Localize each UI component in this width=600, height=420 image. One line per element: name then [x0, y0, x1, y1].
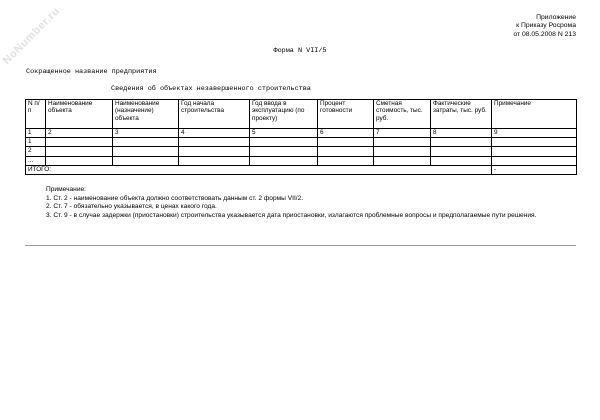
table-cell — [46, 147, 113, 156]
table-cell: ... — [26, 156, 46, 165]
column-number-row — [26, 129, 577, 138]
total-row — [26, 165, 577, 174]
column-number-cell: 4 — [179, 129, 250, 138]
watermark-text: NoNumber.ru — [0, 5, 63, 67]
table-cell — [46, 138, 113, 147]
notes-section — [26, 186, 577, 220]
column-number-cell: 7 — [374, 129, 431, 138]
note-item: 3. Ст. 9 - в случае задержки (приостановки) строительства указывается дата приостановки, излагаются проблемные вопросы и предполагаемые пути решения. — [46, 211, 537, 219]
form-number: Форма N VII/5 — [273, 47, 327, 55]
total-label: ИТОГО: — [26, 165, 492, 174]
table-cell: 2 — [26, 147, 46, 156]
table-cell — [179, 156, 250, 165]
table-cell — [318, 156, 374, 165]
header-cell: Наименование (назначение) объекта — [113, 100, 179, 129]
table-cell — [374, 147, 431, 156]
table-cell — [492, 147, 577, 156]
table-cell — [431, 138, 492, 147]
table-row — [26, 156, 577, 165]
total-note: - — [492, 165, 577, 174]
document-subtitle: Сведения об объектах незавершенного строительства — [111, 85, 311, 93]
table-cell — [250, 147, 318, 156]
table-cell — [318, 138, 374, 147]
table-cell — [250, 156, 318, 165]
column-number-cell: 5 — [250, 129, 318, 138]
table-cell — [492, 156, 577, 165]
page-divider — [25, 245, 576, 246]
table-cell — [250, 138, 318, 147]
column-number-cell: 1 — [26, 129, 46, 138]
header-cell: Процент готовности — [318, 100, 374, 129]
unfinished-construction-table — [25, 99, 577, 175]
column-number-cell: 9 — [492, 129, 577, 138]
table-cell — [431, 147, 492, 156]
column-number-cell: 2 — [46, 129, 113, 138]
table-cell — [374, 138, 431, 147]
table-cell — [179, 147, 250, 156]
table-cell — [492, 138, 577, 147]
header-cell: Год начала строительства — [179, 100, 250, 129]
table-cell: 1 — [26, 138, 46, 147]
table-row — [26, 147, 577, 156]
header-cell: Сметная стоимость, тыс. руб. — [374, 100, 431, 129]
table-cell — [374, 156, 431, 165]
appendix-reference — [513, 14, 576, 39]
company-name-label: Сокращенное название предприятия — [26, 68, 157, 76]
table-row — [26, 138, 577, 147]
header-cell: N п/п — [26, 100, 46, 129]
appendix-line-2: к Приказу Росрома — [516, 22, 576, 30]
notes-title: Примечание: — [46, 186, 86, 193]
note-item: 1. Ст. 2 - наименование объекта должно соответствовать данным ст. 2 формы VII/2. — [46, 194, 304, 202]
appendix-line-3: от 08.05.2008 N 213 — [513, 30, 576, 38]
table-cell — [113, 156, 179, 165]
table-cell — [179, 138, 250, 147]
header-cell: Фактические затраты, тыс. руб. — [431, 100, 492, 129]
table-cell — [113, 147, 179, 156]
header-cell: Наименование объекта — [46, 100, 113, 129]
table-cell — [46, 156, 113, 165]
table-cell — [318, 147, 374, 156]
column-number-cell: 3 — [113, 129, 179, 138]
header-cell: Примечание — [492, 100, 577, 129]
column-number-cell: 6 — [318, 129, 374, 138]
appendix-line-1: Приложение — [536, 14, 576, 21]
note-item: 2. Ст. 7 - обязательно указывается, в ценах какого года. — [46, 203, 217, 211]
column-number-cell: 8 — [431, 129, 492, 138]
header-cell: Год ввода в эксплуатацию (по проекту) — [250, 100, 318, 129]
table-header-row — [26, 100, 577, 129]
table-cell — [113, 138, 179, 147]
table-cell — [431, 156, 492, 165]
